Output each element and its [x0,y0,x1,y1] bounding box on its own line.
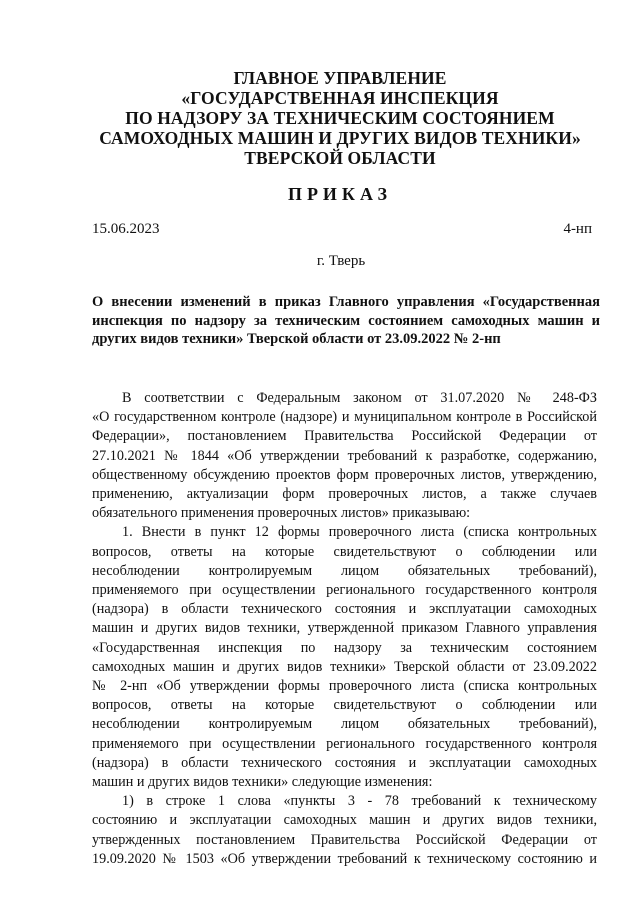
document-subject [92,293,600,349]
body-line: самоходных машин и других видов техники» Тверской области от 23.09.2022 [92,658,597,675]
body-line: 1. Внести в пункт 12 формы проверочного листа (списка контрольных [122,524,597,541]
body-line: несоблюдении контролируемым лицом обязательных требований), [92,716,597,733]
body-line: «Государственная инспекция по надзору за техническим состоянием [92,639,597,656]
header-line: «ГОСУДАРСТВЕННАЯ ИНСПЕКЦИЯ [181,88,499,108]
body-line: (надзора) в области технического состояния и эксплуатации самоходных [92,601,597,618]
header-line: САМОХОДНЫХ МАШИН И ДРУГИХ ВИДОВ ТЕХНИКИ» [99,128,581,148]
body-line: «О государственном контроле (надзоре) и муниципальном контроле в Российской [92,409,597,426]
body-line: машин и других видов техники» следующие изменения: [92,774,433,791]
subject-line: других видов техники» Тверской области от 23.09.2022 № 2-нп [92,331,501,347]
body-line: вопросов, ответы на которые свидетельствуют о соблюдении или [92,697,597,714]
body-line: обязательного применения проверочных листов» приказываю: [92,505,471,522]
body-line: № 2-нп «Об утверждении формы проверочного листа (списка контрольных [92,678,597,695]
agency-header [60,68,620,168]
body-line: применяемого при осуществлении регионального государственного контроля [92,735,597,752]
document-city: г. Тверь [316,253,366,269]
body-line: В соответствии с Федеральным законом от 31.07.2020 № 248-ФЗ [122,390,597,406]
subject-line: О внесении изменений в приказ Главного управления «Государственная [92,294,600,310]
body-line: Федерации», постановлением Правительства Российской Федерации от [92,428,597,445]
body-line: 27.10.2021 № 1844 «Об утверждении требований к разработке, содержанию, [92,447,597,464]
document-type-title: ПРИКАЗ [287,184,393,204]
body-line: состоянию и эксплуатации самоходных машин и других видов техники, [92,812,597,829]
body-line: общественному обсуждению проектов форм проверочных листов, утверждению, [92,466,597,483]
body-line: применяемого при осуществлении регионального государственного контроля [92,582,597,599]
subject-line: инспекция по надзору за техническим состоянием самоходных машин и [92,312,600,329]
body-line: 19.09.2020 № 1503 «Об утверждении требований к техническому состоянию и [92,850,597,867]
document-body [92,389,597,869]
body-line: (надзора) в области технического состояния и эксплуатации самоходных [92,754,597,771]
body-line: применению, актуализации форм проверочных листов, а также случаев [92,486,597,503]
document-number: 4-нп [563,221,592,237]
header-line: ПО НАДЗОРУ ЗА ТЕХНИЧЕСКИМ СОСТОЯНИЕМ [125,108,555,128]
body-line: вопросов, ответы на которые свидетельствуют о соблюдении или [92,543,597,560]
body-line: 1) в строке 1 слова «пункты 3 - 78 требований к техническому [122,793,597,810]
document-date: 15.06.2023 [92,221,160,237]
header-line: ГЛАВНОЕ УПРАВЛЕНИЕ [233,68,447,88]
body-line: машин и других видов техники, утвержденной приказом Главного управления [92,620,597,637]
body-line: несоблюдении контролируемым лицом обязательных требований), [92,562,597,579]
header-line: ТВЕРСКОЙ ОБЛАСТИ [244,148,436,168]
body-line: утвержденных постановлением Правительства Российской Федерации от [92,831,597,848]
